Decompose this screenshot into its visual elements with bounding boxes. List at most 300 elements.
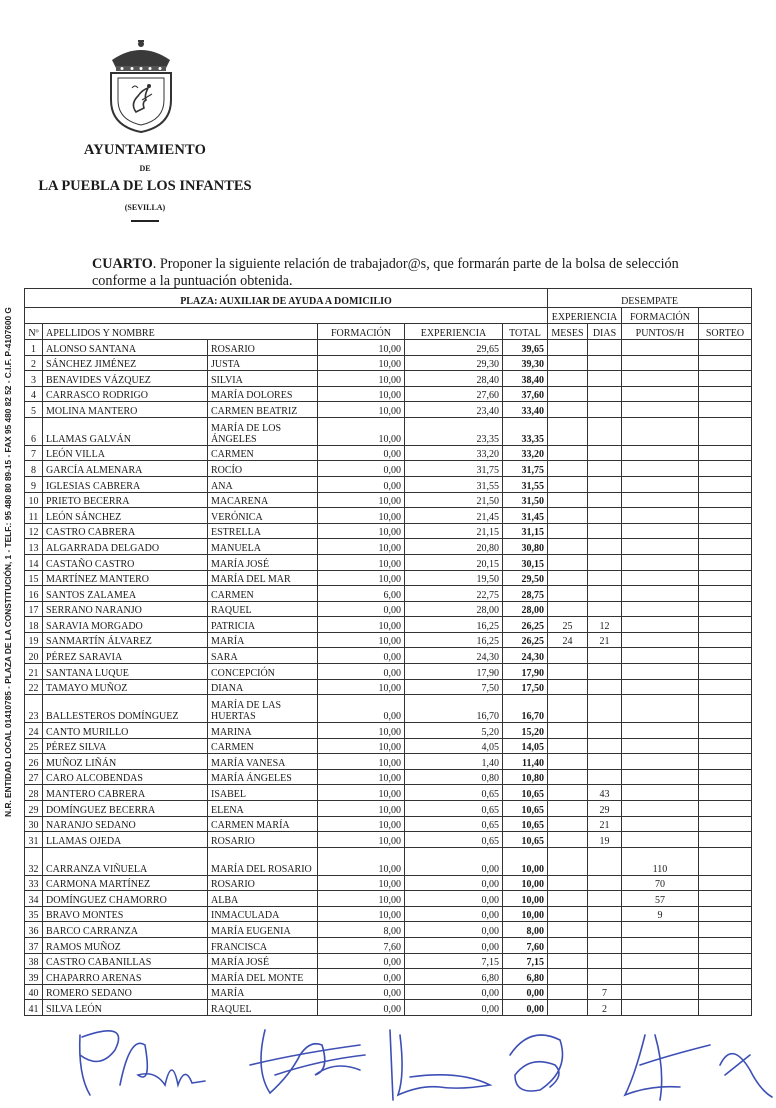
row-total: 14,05 — [503, 738, 548, 754]
row-months — [548, 969, 588, 985]
row-months — [548, 355, 588, 371]
training-group-header: FORMACIÓN — [622, 308, 699, 324]
table-row — [25, 586, 752, 602]
row-training: 0,00 — [318, 953, 405, 969]
row-num: 34 — [25, 891, 43, 907]
row-training: 10,00 — [318, 340, 405, 356]
row-num: 12 — [25, 523, 43, 539]
table-row — [25, 340, 752, 356]
row-given-name: CARMEN MARÍA — [208, 816, 318, 832]
row-total: 10,00 — [503, 875, 548, 891]
row-num: 21 — [25, 664, 43, 680]
row-training: 10,00 — [318, 679, 405, 695]
row-experience: 7,15 — [405, 953, 503, 969]
col-header-points: PUNTOS/H — [622, 324, 699, 340]
row-draw — [699, 586, 752, 602]
table-row — [25, 648, 752, 664]
row-given-name: CARMEN — [208, 738, 318, 754]
row-surname: CHAPARRO ARENAS — [43, 969, 208, 985]
row-given-name: SARA — [208, 648, 318, 664]
row-surname: PÉREZ SILVA — [43, 738, 208, 754]
row-given-name: MARÍA JOSÉ — [208, 554, 318, 570]
row-total: 10,65 — [503, 801, 548, 817]
row-surname: DOMÍNGUEZ CHAMORRO — [43, 891, 208, 907]
row-given-name: INMACULADA — [208, 906, 318, 922]
table-row — [25, 508, 752, 524]
row-training: 10,00 — [318, 417, 405, 445]
table-row — [25, 769, 752, 785]
row-total: 11,40 — [503, 754, 548, 770]
row-months — [548, 570, 588, 586]
row-num: 32 — [25, 847, 43, 875]
row-draw — [699, 386, 752, 402]
row-training: 10,00 — [318, 769, 405, 785]
row-surname: BENAVIDES VÁZQUEZ — [43, 371, 208, 387]
row-points — [622, 723, 699, 739]
row-months: 25 — [548, 617, 588, 633]
row-training: 0,00 — [318, 601, 405, 617]
row-experience: 31,55 — [405, 476, 503, 492]
row-points — [622, 632, 699, 648]
row-surname: RAMOS MUÑOZ — [43, 937, 208, 953]
row-total: 29,50 — [503, 570, 548, 586]
row-total: 31,50 — [503, 492, 548, 508]
row-points — [622, 355, 699, 371]
row-months — [548, 695, 588, 723]
signatures-handwritten — [60, 1015, 776, 1108]
row-draw — [699, 695, 752, 723]
row-given-name: MARÍA ÁNGELES — [208, 769, 318, 785]
row-draw — [699, 984, 752, 1000]
row-surname: MUÑOZ LIÑÁN — [43, 754, 208, 770]
row-experience: 28,00 — [405, 601, 503, 617]
row-num: 6 — [25, 417, 43, 445]
row-surname: MANTERO CABRERA — [43, 785, 208, 801]
row-surname: SILVA LEÓN — [43, 1000, 208, 1016]
row-total: 16,70 — [503, 695, 548, 723]
row-experience: 22,75 — [405, 586, 503, 602]
row-draw — [699, 461, 752, 477]
row-experience: 23,40 — [405, 402, 503, 418]
candidates-table — [24, 288, 752, 1016]
row-days — [588, 386, 622, 402]
row-num: 35 — [25, 906, 43, 922]
row-points — [622, 445, 699, 461]
row-points — [622, 695, 699, 723]
row-total: 30,15 — [503, 554, 548, 570]
row-training: 0,00 — [318, 461, 405, 477]
row-num: 8 — [25, 461, 43, 477]
row-total: 31,75 — [503, 461, 548, 477]
row-points — [622, 402, 699, 418]
row-total: 39,65 — [503, 340, 548, 356]
row-experience: 0,00 — [405, 937, 503, 953]
row-points — [622, 523, 699, 539]
row-days — [588, 417, 622, 445]
row-given-name: ESTRELLA — [208, 523, 318, 539]
row-num: 9 — [25, 476, 43, 492]
row-points — [622, 539, 699, 555]
row-months — [548, 492, 588, 508]
row-num: 26 — [25, 754, 43, 770]
row-given-name: RAQUEL — [208, 1000, 318, 1016]
row-total: 31,55 — [503, 476, 548, 492]
row-months — [548, 832, 588, 848]
row-surname: CARRASCO RODRIGO — [43, 386, 208, 402]
table-row — [25, 417, 752, 445]
row-days — [588, 476, 622, 492]
row-experience: 0,00 — [405, 875, 503, 891]
row-experience: 21,15 — [405, 523, 503, 539]
row-months — [548, 801, 588, 817]
row-training: 10,00 — [318, 508, 405, 524]
row-total: 31,15 — [503, 523, 548, 539]
row-days: 21 — [588, 816, 622, 832]
row-total: 17,90 — [503, 664, 548, 680]
row-months — [548, 875, 588, 891]
row-months — [548, 679, 588, 695]
table-row — [25, 371, 752, 387]
row-training: 7,60 — [318, 937, 405, 953]
row-given-name: CONCEPCIÓN — [208, 664, 318, 680]
row-months — [548, 402, 588, 418]
row-surname: LEÓN SÁNCHEZ — [43, 508, 208, 524]
row-training: 10,00 — [318, 539, 405, 555]
col-header-draw: SORTEO — [699, 324, 752, 340]
col-header-num: Nº — [25, 324, 43, 340]
table-row — [25, 539, 752, 555]
row-total: 0,00 — [503, 984, 548, 1000]
registry-side-note: N.R. ENTIDAD LOCAL 01410785 - PLAZA DE LA CONSTITUCIÓN, 1 - TELF.: 95 480 80 89-15 - FAX 95 480 82 52 - C.I.F. P-4107600 G — [3, 307, 13, 817]
row-total: 8,00 — [503, 922, 548, 938]
table-row — [25, 601, 752, 617]
row-days — [588, 953, 622, 969]
row-days — [588, 340, 622, 356]
row-given-name: MARÍA VANESA — [208, 754, 318, 770]
row-days — [588, 445, 622, 461]
row-points — [622, 1000, 699, 1016]
row-points — [622, 492, 699, 508]
table-row — [25, 476, 752, 492]
row-num: 15 — [25, 570, 43, 586]
row-months — [548, 371, 588, 387]
row-total: 10,65 — [503, 832, 548, 848]
row-surname: CARO ALCOBENDAS — [43, 769, 208, 785]
table-row — [25, 632, 752, 648]
row-points — [622, 769, 699, 785]
row-surname: LEÓN VILLA — [43, 445, 208, 461]
row-points — [622, 832, 699, 848]
row-draw — [699, 816, 752, 832]
row-total: 6,80 — [503, 969, 548, 985]
intro-text: . Proponer la siguiente relación de trabajador@s, que formarán parte de la bolsa de selección conforme a la puntuación obtenida. — [92, 256, 679, 289]
row-num: 36 — [25, 922, 43, 938]
row-total: 39,30 — [503, 355, 548, 371]
row-training: 8,00 — [318, 922, 405, 938]
row-draw — [699, 523, 752, 539]
row-given-name: ELENA — [208, 801, 318, 817]
row-points — [622, 417, 699, 445]
row-days — [588, 402, 622, 418]
row-num: 27 — [25, 769, 43, 785]
institution-connector: DE — [139, 164, 151, 173]
row-training: 10,00 — [318, 891, 405, 907]
row-num: 17 — [25, 601, 43, 617]
row-experience: 33,20 — [405, 445, 503, 461]
table-row — [25, 355, 752, 371]
row-given-name: RAQUEL — [208, 601, 318, 617]
row-training: 10,00 — [318, 386, 405, 402]
row-given-name: ANA — [208, 476, 318, 492]
row-months — [548, 648, 588, 664]
row-points: 9 — [622, 906, 699, 922]
row-training: 10,00 — [318, 371, 405, 387]
row-days — [588, 570, 622, 586]
row-months — [548, 738, 588, 754]
row-points — [622, 386, 699, 402]
row-experience: 27,60 — [405, 386, 503, 402]
row-experience: 21,45 — [405, 508, 503, 524]
row-months: 24 — [548, 632, 588, 648]
row-draw — [699, 801, 752, 817]
row-days — [588, 648, 622, 664]
row-training: 0,00 — [318, 648, 405, 664]
row-months — [548, 937, 588, 953]
municipality-name: LA PUEBLA DE LOS INFANTES — [38, 178, 252, 194]
table-row — [25, 801, 752, 817]
row-given-name: VERÓNICA — [208, 508, 318, 524]
row-draw — [699, 417, 752, 445]
row-given-name: MARÍA DEL MAR — [208, 570, 318, 586]
row-experience: 5,20 — [405, 723, 503, 739]
row-months — [548, 723, 588, 739]
row-points — [622, 937, 699, 953]
row-points — [622, 953, 699, 969]
row-num: 23 — [25, 695, 43, 723]
row-points — [622, 738, 699, 754]
row-training: 10,00 — [318, 355, 405, 371]
table-row — [25, 984, 752, 1000]
row-days: 43 — [588, 785, 622, 801]
row-months — [548, 523, 588, 539]
row-experience: 0,00 — [405, 1000, 503, 1016]
row-draw — [699, 875, 752, 891]
row-training: 0,00 — [318, 445, 405, 461]
row-draw — [699, 508, 752, 524]
row-draw — [699, 570, 752, 586]
row-surname: BRAVO MONTES — [43, 906, 208, 922]
row-days — [588, 906, 622, 922]
row-num: 25 — [25, 738, 43, 754]
row-num: 38 — [25, 953, 43, 969]
row-surname: LLAMAS GALVÁN — [43, 417, 208, 445]
row-total: 28,75 — [503, 586, 548, 602]
table-row — [25, 969, 752, 985]
row-experience: 0,80 — [405, 769, 503, 785]
row-total: 15,20 — [503, 723, 548, 739]
row-num: 41 — [25, 1000, 43, 1016]
row-points — [622, 371, 699, 387]
row-given-name: ROCÍO — [208, 461, 318, 477]
row-surname: LLAMAS OJEDA — [43, 832, 208, 848]
row-days — [588, 891, 622, 907]
row-surname: SANMARTÍN ÁLVAREZ — [43, 632, 208, 648]
row-given-name: CARMEN — [208, 586, 318, 602]
row-draw — [699, 617, 752, 633]
row-given-name: ALBA — [208, 891, 318, 907]
row-draw — [699, 679, 752, 695]
row-points — [622, 984, 699, 1000]
row-months — [548, 386, 588, 402]
row-months — [548, 417, 588, 445]
col-header-experience: EXPERIENCIA — [405, 324, 503, 340]
row-surname: SANTANA LUQUE — [43, 664, 208, 680]
row-days — [588, 937, 622, 953]
table-row — [25, 554, 752, 570]
row-draw — [699, 601, 752, 617]
row-surname: CANTO MURILLO — [43, 723, 208, 739]
row-months — [548, 785, 588, 801]
row-given-name: DIANA — [208, 679, 318, 695]
row-training: 0,00 — [318, 476, 405, 492]
row-points — [622, 679, 699, 695]
row-given-name: MARÍA JOSÉ — [208, 953, 318, 969]
row-points — [622, 664, 699, 680]
row-points — [622, 601, 699, 617]
row-training: 0,00 — [318, 664, 405, 680]
row-surname: GARCÍA ALMENARA — [43, 461, 208, 477]
row-total: 7,60 — [503, 937, 548, 953]
row-draw — [699, 476, 752, 492]
row-total: 33,40 — [503, 402, 548, 418]
row-surname: SÁNCHEZ JIMÉNEZ — [43, 355, 208, 371]
col-header-total: TOTAL — [503, 324, 548, 340]
row-experience: 20,80 — [405, 539, 503, 555]
row-months — [548, 476, 588, 492]
row-months — [548, 601, 588, 617]
row-experience: 23,35 — [405, 417, 503, 445]
row-surname: ALONSO SANTANA — [43, 340, 208, 356]
row-days — [588, 492, 622, 508]
row-training: 10,00 — [318, 801, 405, 817]
row-surname: SERRANO NARANJO — [43, 601, 208, 617]
table-row — [25, 922, 752, 938]
row-months — [548, 816, 588, 832]
row-days — [588, 355, 622, 371]
intro-paragraph — [92, 256, 692, 290]
row-given-name: JUSTA — [208, 355, 318, 371]
row-points — [622, 461, 699, 477]
row-months — [548, 539, 588, 555]
row-given-name: SILVIA — [208, 371, 318, 387]
row-num: 19 — [25, 632, 43, 648]
row-draw — [699, 754, 752, 770]
row-days — [588, 601, 622, 617]
row-points — [622, 570, 699, 586]
row-num: 31 — [25, 832, 43, 848]
row-training: 0,00 — [318, 695, 405, 723]
row-points — [622, 340, 699, 356]
row-months — [548, 847, 588, 875]
row-months — [548, 1000, 588, 1016]
row-num: 16 — [25, 586, 43, 602]
row-days — [588, 554, 622, 570]
row-training: 10,00 — [318, 906, 405, 922]
row-given-name: ROSARIO — [208, 340, 318, 356]
row-surname: SANTOS ZALAMEA — [43, 586, 208, 602]
row-days — [588, 875, 622, 891]
row-days — [588, 508, 622, 524]
row-surname: CASTRO CABRERA — [43, 523, 208, 539]
row-months — [548, 340, 588, 356]
row-months — [548, 984, 588, 1000]
row-given-name: MARÍA DEL ROSARIO — [208, 847, 318, 875]
row-given-name: MARÍA DOLORES — [208, 386, 318, 402]
row-days: 21 — [588, 632, 622, 648]
table-row — [25, 695, 752, 723]
row-experience: 31,75 — [405, 461, 503, 477]
row-experience: 0,00 — [405, 984, 503, 1000]
row-num: 13 — [25, 539, 43, 555]
institution-name: AYUNTAMIENTO — [83, 142, 207, 158]
row-given-name: MARÍA DEL MONTE — [208, 969, 318, 985]
row-draw — [699, 371, 752, 387]
row-days — [588, 523, 622, 539]
row-days — [588, 461, 622, 477]
row-training: 10,00 — [318, 816, 405, 832]
row-training: 10,00 — [318, 617, 405, 633]
row-training: 10,00 — [318, 402, 405, 418]
row-months — [548, 508, 588, 524]
row-surname: CASTRO CABANILLAS — [43, 953, 208, 969]
tiebreak-header: DESEMPATE — [548, 289, 752, 308]
row-experience: 0,65 — [405, 785, 503, 801]
row-experience: 0,65 — [405, 801, 503, 817]
row-draw — [699, 539, 752, 555]
row-num: 37 — [25, 937, 43, 953]
row-training: 10,00 — [318, 754, 405, 770]
row-points: 110 — [622, 847, 699, 875]
row-days — [588, 586, 622, 602]
row-draw — [699, 969, 752, 985]
row-given-name: MARÍA — [208, 984, 318, 1000]
province-name: (SEVILLA) — [124, 203, 166, 212]
row-total: 38,40 — [503, 371, 548, 387]
row-points — [622, 508, 699, 524]
row-days — [588, 723, 622, 739]
row-days — [588, 679, 622, 695]
row-total: 10,65 — [503, 785, 548, 801]
row-experience: 7,50 — [405, 679, 503, 695]
col-header-months: MESES — [548, 324, 588, 340]
row-training: 0,00 — [318, 969, 405, 985]
row-experience: 0,00 — [405, 847, 503, 875]
row-points — [622, 801, 699, 817]
row-points: 70 — [622, 875, 699, 891]
row-training: 6,00 — [318, 586, 405, 602]
row-points — [622, 617, 699, 633]
table-row — [25, 754, 752, 770]
row-months — [548, 664, 588, 680]
table-row — [25, 570, 752, 586]
table-row — [25, 1000, 752, 1016]
row-given-name: PATRICIA — [208, 617, 318, 633]
row-draw — [699, 1000, 752, 1016]
row-draw — [699, 937, 752, 953]
table-row — [25, 738, 752, 754]
col-header-days: DIAS — [588, 324, 622, 340]
row-months — [548, 906, 588, 922]
